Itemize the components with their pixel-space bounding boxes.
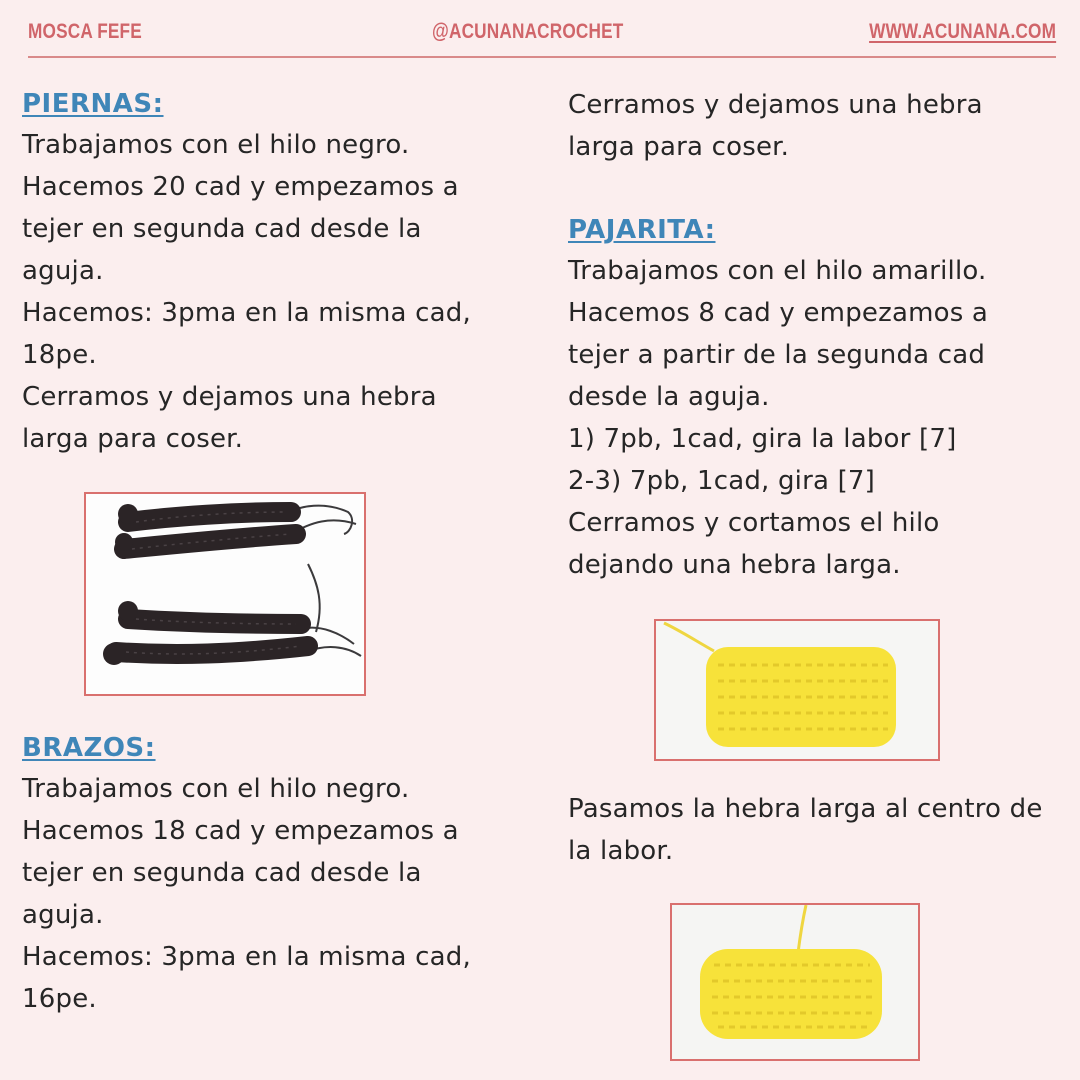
left-column-lower <box>22 728 542 1020</box>
section-body-piernas <box>22 124 542 460</box>
text-line: Hacemos: 3pma en la misma cad, <box>22 942 471 972</box>
yellow-center-photo <box>670 903 920 1061</box>
text-line: desde la aguja. <box>568 382 770 412</box>
header-website-link[interactable]: WWW.ACUNANA.COM <box>868 20 1056 43</box>
crochet-rectangle-image <box>656 621 938 759</box>
text-line: aguja. <box>22 900 104 930</box>
crochet-centered-thread-image <box>672 905 918 1059</box>
text-line: Trabajamos con el hilo negro. <box>22 130 410 160</box>
section-body-right-top <box>568 84 1068 168</box>
text-line: tejer a partir de la segunda cad <box>568 340 986 370</box>
section-body-brazos <box>22 768 542 1020</box>
text-line: 16pe. <box>22 984 97 1014</box>
header-instagram-handle: @ACUNANACROCHET <box>431 20 624 43</box>
crochet-legs-image <box>86 494 364 694</box>
header-pattern-name: MOSCA FEFE <box>28 20 142 43</box>
text-line: Pasamos la hebra larga al centro de <box>568 794 1043 824</box>
section-body-center-note <box>568 788 1078 872</box>
yellow-rectangle-photo <box>654 619 940 761</box>
text-line: dejando una hebra larga. <box>568 550 901 580</box>
text-line: Hacemos: 3pma en la misma cad, <box>22 298 471 328</box>
text-line: Trabajamos con el hilo amarillo. <box>568 256 987 286</box>
right-column-note <box>568 788 1078 872</box>
black-legs-photo <box>84 492 366 696</box>
text-line: Cerramos y cortamos el hilo <box>568 508 940 538</box>
right-column-pajarita <box>568 210 1068 586</box>
text-line: Cerramos y dejamos una hebra <box>568 90 983 120</box>
text-line: tejer en segunda cad desde la <box>22 858 422 888</box>
text-line: Hacemos 20 cad y empezamos a <box>22 172 459 202</box>
text-line: 1) 7pb, 1cad, gira la labor [7] <box>568 424 957 454</box>
text-line: aguja. <box>22 256 104 286</box>
header-bar <box>28 8 1056 58</box>
section-body-pajarita <box>568 250 1068 586</box>
right-column <box>568 84 1068 168</box>
section-title-brazos: BRAZOS: <box>22 733 156 763</box>
text-line: 2-3) 7pb, 1cad, gira [7] <box>568 466 875 496</box>
text-line: larga para coser. <box>568 132 790 162</box>
text-line: la labor. <box>568 836 674 866</box>
text-line: Trabajamos con el hilo negro. <box>22 774 410 804</box>
text-line: 18pe. <box>22 340 97 370</box>
text-line: Hacemos 18 cad y empezamos a <box>22 816 459 846</box>
text-line: Cerramos y dejamos una hebra <box>22 382 437 412</box>
text-line: Hacemos 8 cad y empezamos a <box>568 298 989 328</box>
section-title-piernas: PIERNAS: <box>22 89 164 119</box>
text-line: tejer en segunda cad desde la <box>22 214 422 244</box>
left-column <box>22 84 542 460</box>
text-line: larga para coser. <box>22 424 244 454</box>
section-title-pajarita: PAJARITA: <box>568 215 716 245</box>
